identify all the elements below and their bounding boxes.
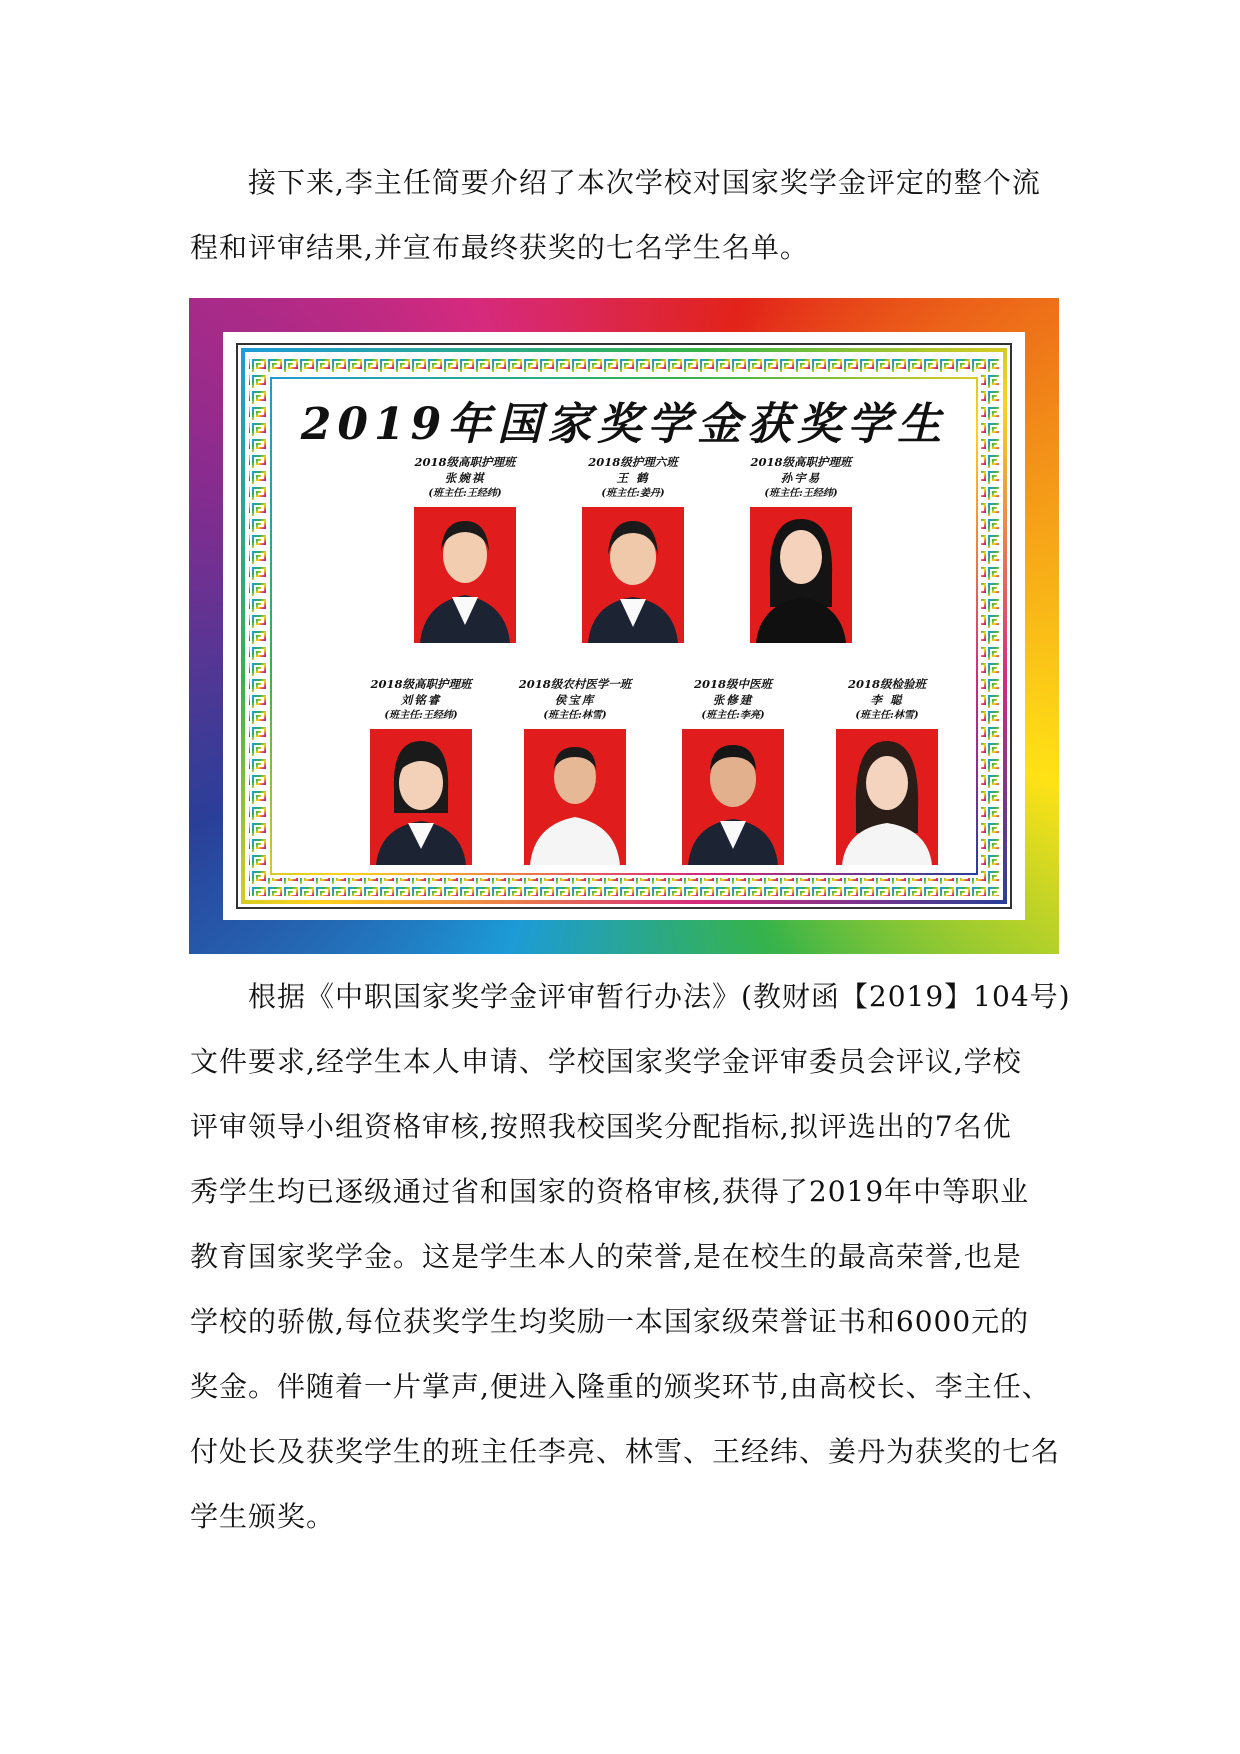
- poster-white-panel: [223, 332, 1025, 920]
- student-class: 2018级高职护理班: [370, 677, 472, 691]
- intro-paragraph: [190, 150, 1060, 280]
- student-teacher: (班主任:姜丹): [601, 488, 665, 499]
- student-teacher: (班主任:林雪): [855, 710, 919, 721]
- poster-title: 2019年国家奖学金获奖学生: [300, 399, 948, 450]
- student-class: 2018级中医班: [693, 677, 772, 691]
- body-paragraph: [190, 964, 1071, 1549]
- student-teacher: (班主任:王经纬): [428, 488, 502, 499]
- body-line-8: 付处长及获奖学生的班主任李亮、林雪、王经纬、姜丹为获奖的七名: [190, 1435, 1061, 1468]
- student-card: [543, 454, 723, 643]
- female-student-portrait: [836, 729, 938, 865]
- body-line-6: 学校的骄傲,每位获奖学生均奖励一本国家级荣誉证书和6000元的: [190, 1305, 1030, 1338]
- student-name: 孙宇易: [780, 471, 822, 485]
- student-teacher: (班主任:王经纬): [384, 710, 458, 721]
- award-poster-image: [189, 298, 1059, 954]
- female-student-portrait: [582, 507, 684, 643]
- student-card: [643, 676, 823, 865]
- male-portrait-white-shirt: [524, 729, 626, 865]
- body-line-2: 文件要求,经学生本人申请、学校国家奖学金评审委员会评议,学校: [190, 1045, 1022, 1078]
- student-name: 张婉祺: [444, 471, 486, 485]
- body-line-5: 教育国家奖学金。这是学生本人的荣誉,是在校生的最高荣誉,也是: [190, 1240, 1022, 1273]
- student-name: 刘铭睿: [400, 693, 442, 707]
- intro-line-2: 程和评审结果,并宣布最终获奖的七名学生名单。: [190, 231, 809, 264]
- female-portrait-dark-clothes: [750, 507, 852, 643]
- body-line-4: 秀学生均已逐级通过省和国家的资格审核,获得了2019年中等职业: [190, 1175, 1030, 1208]
- student-teacher: (班主任:林雪): [543, 710, 607, 721]
- body-line-3: 评审领导小组资格审核,按照我校国奖分配指标,拟评选出的7名优: [190, 1110, 1012, 1143]
- student-card: [331, 676, 511, 865]
- student-name: 李 聪: [870, 693, 904, 707]
- student-teacher: (班主任:王经纬): [764, 488, 838, 499]
- male-student-portrait: [682, 729, 784, 865]
- student-class: 2018级护理六班: [588, 455, 678, 469]
- student-class: 2018级高职护理班: [414, 455, 516, 469]
- body-line-9: 学生颁奖。: [190, 1500, 336, 1533]
- student-class: 2018级高职护理班: [750, 455, 852, 469]
- intro-line-1: 接下来,李主任简要介绍了本次学校对国家奖学金评定的整个流: [248, 166, 1041, 199]
- female-student-portrait: [414, 507, 516, 643]
- student-name: 侯宝库: [554, 693, 596, 707]
- student-teacher: (班主任:李亮): [701, 710, 765, 721]
- student-card: [711, 454, 891, 643]
- body-line-1: 根据《中职国家奖学金评审暂行办法》(教财函【2019】104号): [248, 980, 1071, 1013]
- student-card: [375, 454, 555, 643]
- female-student-portrait: [370, 729, 472, 865]
- student-class: 2018级检验班: [847, 677, 926, 691]
- body-line-7: 奖金。伴随着一片掌声,便进入隆重的颁奖环节,由高校长、李主任、: [190, 1370, 1051, 1403]
- student-name: 王 鹤: [616, 471, 650, 485]
- student-card: [797, 676, 977, 865]
- student-class: 2018级农村医学一班: [518, 677, 632, 691]
- student-card: [485, 676, 665, 865]
- student-name: 张修建: [712, 693, 754, 707]
